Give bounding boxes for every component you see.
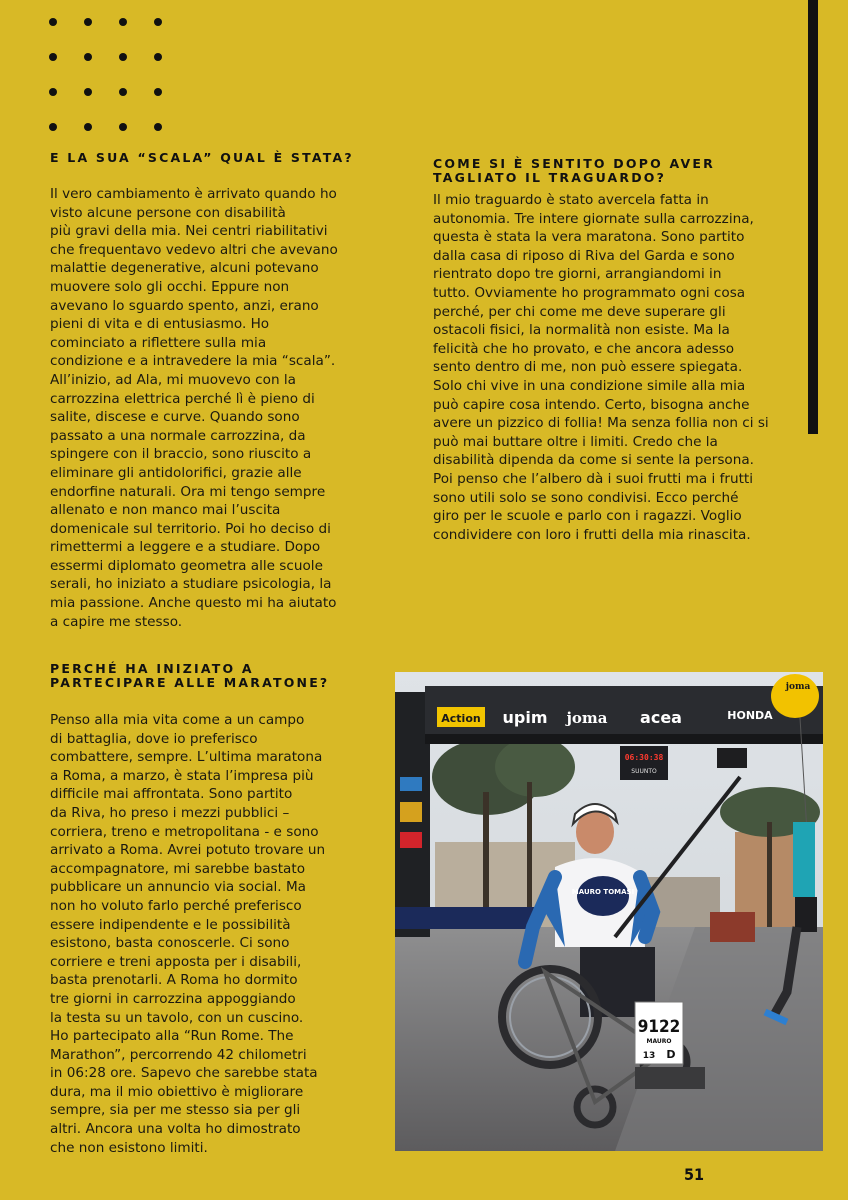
banner-sponsor-acea: acea	[640, 708, 682, 727]
marathon-finish-photo	[395, 672, 823, 1151]
section-heading-scala: E LA SUA “SCALA” QUAL È STATA?	[50, 150, 354, 165]
bib-number: 9122	[637, 1017, 681, 1037]
section-heading-traguardo: COME SI È SENTITO DOPO AVER TAGLIATO IL TRAGUARDO?	[433, 156, 715, 185]
banner-sponsor-joma: joma	[566, 709, 608, 727]
balloon-logo: joma	[785, 682, 811, 692]
dot-grid-decoration	[49, 18, 169, 138]
section-body-scala: Il vero cambiamento è arrivato quando ho visto alcune persone con disabilità più gravi della mia. Nei centri riabilitativi che frequentavo vedevo altri che avevano malattie degenerative, alcuni potevano muovere solo gli occhi. Eppure non avevano lo sguardo spento, anzi, erano pieni di vita e di entusiasmo. Ho cominciato a riflettere sulla mia condizione e a intravedere la mia “scala”. All’inizio, ad Ala, mi muovevo con la carrozzina elettrica perché lì è pieno di salite, discese e curve. Quando sono passato a una normale carrozzina, da spingere con il braccio, sono riuscito a eliminare gli antidolorifici, grazie alle endorfine naturali. Ora mi tengo sempre allenato e non manco mai l’uscita domenicale sul territorio. Poi ho deciso di rimettermi a leggere e a studiare. Dopo essermi diplomato geometra alle scuole serali, ho iniziato a studiare psicologia, la mia passione. Anche questo mi ha aiutato a capire me stesso.	[50, 186, 338, 630]
section-body-traguardo: Il mio traguardo è stato avercela fatta in autonomia. Tre intere giornate sulla carrozzina, questa è stata la vera maratona. Sono partito dalla casa di riposo di Riva del Garda e sono rientrato dopo tre giorni, arrangiandomi in tutto. Ovviamente ho programmato ogni cosa perché, per chi come me deve superare gli ostacoli fisici, la normalità non esiste. Ma la felicità che ho provato, e che ancora adesso sento dentro di me, non può essere spiegata. Solo chi vive in una condizione simile alla mia può capire cosa intendo. Certo, bisogna anche avere un pizzico di follia! Ma senza follia non ci si può mai buttare oltre i limiti. Credo che la disabilità dipenda da come si sente la persona. Poi penso che l’albero dà i suoi frutti ma i frutti sono utili solo se sono condivisi. Ecco perché giro per le scuole e parlo con i ragazzi. Voglio condividere con loro i frutti della mia rinascita.	[433, 192, 769, 543]
banner-sponsor-action: Action	[441, 712, 481, 725]
bib-small-number: 13	[642, 1051, 656, 1061]
race-clock: 06:30:38	[624, 753, 664, 762]
section-heading-maratone: PERCHÉ HA INIZIATO A PARTECIPARE ALLE MARATONE?	[50, 661, 330, 690]
photo-illustration	[395, 672, 823, 1151]
vertical-accent-bar	[808, 0, 818, 434]
banner-sponsor-honda: HONDA	[727, 709, 773, 722]
section-body-maratone: Penso alla mia vita come a un campo di battaglia, dove io preferisco combattere, sempre. L’ultima maratona a Roma, a marzo, è stata l’impresa più difficile mai affrontata. Sono partito da Riva, ho preso i mezzi pubblici – corriera, treno e metropolitana - e sono arrivato a Roma. Avrei potuto trovare un accompagnatore, mi sarebbe bastato pubblicare un annuncio via social. Ma non ho voluto farlo perché preferisco essere indipendente e le possibilità esistono, basta conoscerle. Ci sono corriere e treni apposta per i disabili, basta prenotarli. A Roma ho dormito tre giorni in carrozzina appoggiando la testa su un tavolo, con un cuscino. Ho partecipato alla “Run Rome. The Marathon”, percorrendo 42 chilometri in 06:28 ore. Sapevo che sarebbe stata dura, ma il mio obiettivo è migliorare sempre, sia per me stesso sia per gli altri. Ancora una volta ho dimostrato che non esistono limiti.	[50, 712, 326, 1156]
race-clock-brand: SUUNTO	[631, 768, 657, 775]
jersey-name: MAURO TOMASI	[571, 888, 635, 896]
page-number: 51	[683, 1165, 705, 1184]
banner-sponsor-upim: upim	[502, 708, 548, 727]
bib-name: MAURO	[646, 1038, 672, 1045]
bib-letter: D	[666, 1048, 676, 1061]
